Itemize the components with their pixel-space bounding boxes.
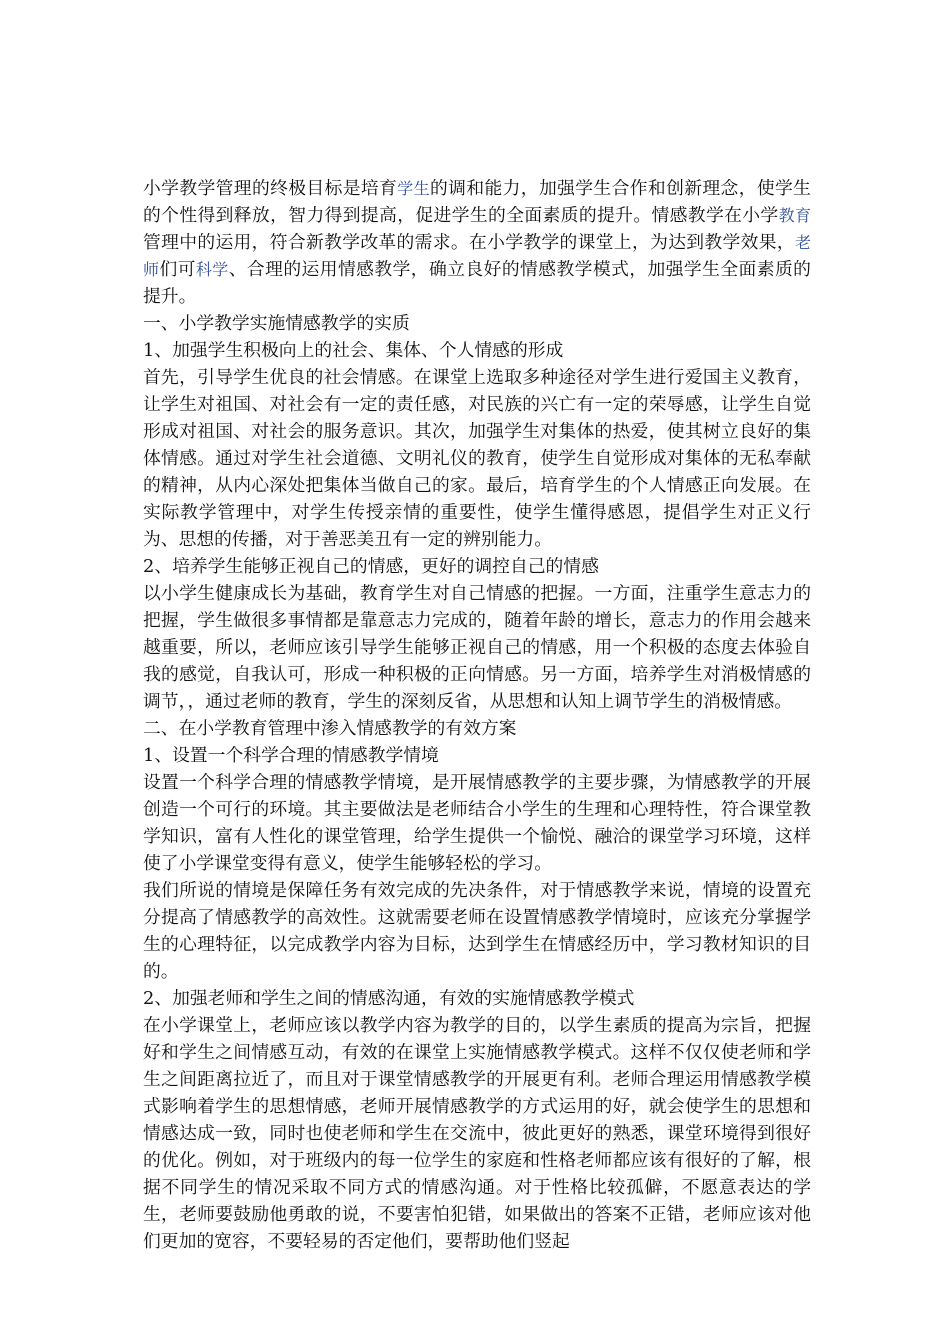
- section-heading-1: 一、小学教学实施情感教学的实质: [143, 313, 410, 334]
- link-student[interactable]: 学生: [397, 179, 430, 198]
- subheading-1-1: 1、加强学生积极向上的社会、集体、个人情感的形成: [143, 340, 564, 361]
- section-heading-2: 二、在小学教育管理中渗入情感教学的有效方案: [143, 718, 517, 739]
- intro-paragraph: [143, 175, 811, 310]
- body-paragraph: 首先，引导学生优良的社会情感。在课堂上选取多种途径对学生进行爱国主义教育，让学生对祖国、对社会有一定的责任感，对民族的兴亡有一定的荣辱感，让学生自觉形成对祖国、对社会的服务意识。其次，加强学生对集体的热爱，使其树立良好的集体情感。通过对学生社会道德、文明礼仪的教育，使学生自觉形成对集体的无私奉献的精神，从内心深处把集体当做自己的家。最后，培育学生的个人情感正向发展。在实际教学管理中，对学生传授亲情的重要性，使学生懂得感恩，提倡学生对正义行为、思想的传播，对于善恶美丑有一定的辨别能力。: [143, 367, 811, 550]
- subheading-1-2: 2、培养学生能够正视自己的情感，更好的调控自己的情感: [143, 556, 599, 577]
- intro-text-1: 小学教学管理的终极目标是培育: [143, 178, 398, 199]
- body-paragraph: 设置一个科学合理的情感教学情境，是开展情感教学的主要步骤，为情感教学的开展创造一个可行的环境。其主要做法是老师结合小学生的生理和心理特性，符合课堂教学知识，富有人性化的课堂管理，给学生提供一个愉悦、融洽的课堂学习环境，这样使了小学课堂变得有意义，使学生能够轻松的学习。: [143, 772, 811, 874]
- intro-text-4: 们可: [159, 259, 196, 280]
- intro-text-3: 管理中的运用，符合新教学改革的需求。在小学教学的课堂上，为达到教学效果，: [143, 232, 795, 253]
- body-paragraph: 以小学生健康成长为基础，教育学生对自己情感的把握。一方面，注重学生意志力的把握，学生做很多事情都是靠意志力完成的，随着年龄的增长，意志力的作用会越来越重要，所以，老师应该引导学生能够正视自己的情感，用一个积极的态度去体验自我的感觉，自我认可，形成一种积极的正向情感。另一方面，培养学生对消极情感的调节，，通过老师的教育，学生的深刻反省，从思想和认知上调节学生的消极情感。: [143, 583, 811, 712]
- link-education[interactable]: 教育: [778, 206, 811, 225]
- subheading-2-1: 1、设置一个科学合理的情感教学情境: [143, 745, 439, 766]
- intro-text-5: 、合理的运用情感教学，确立良好的情感教学模式，加强学生全面素质的提升。: [143, 259, 811, 307]
- body-paragraph: 在小学课堂上，老师应该以教学内容为教学的目的，以学生素质的提高为宗旨，把握好和学生之间情感互动，有效的在课堂上实施情感教学模式。这样不仅仅使老师和学生之间距离拉近了，而且对于课堂情感教学的开展更有利。老师合理运用情感教学模式影响着学生的思想情感，老师开展情感教学的方式运用的好，就会使学生的思想和情感达成一致，同时也使老师和学生在交流中，彼此更好的熟悉，课堂环境得到很好的优化。例如，对于班级内的每一位学生的家庭和性格老师都应该有很好的了解，根据不同学生的情况采取不同方式的情感沟通。对于性格比较孤僻，不愿意表达的学生，老师要鼓励他勇敢的说，不要害怕犯错，如果做出的答案不正错，老师应该对他们更加的宽容，不要轻易的否定他们，要帮助他们竖起: [143, 1015, 811, 1252]
- intro-text-2: 的调和能力，加强学生合作和创新理念，使学生的个性得到释放，智力得到提高，促进学生的全面素质的提升。情感教学在小学: [143, 178, 811, 226]
- document-body: [143, 175, 811, 1255]
- body-paragraph: 我们所说的情境是保障任务有效完成的先决条件，对于情感教学来说，情境的设置充分提高了情感教学的高效性。这就需要老师在设置情感教学情境时，应该充分掌握学生的心理特征，以完成教学内容为目标，达到学生在情感经历中，学习教材知识的目的。: [143, 880, 811, 982]
- subheading-2-2: 2、加强老师和学生之间的情感沟通，有效的实施情感教学模式: [143, 988, 635, 1009]
- link-teacher[interactable]: 老师: [143, 233, 811, 279]
- link-science[interactable]: 科学: [195, 260, 229, 279]
